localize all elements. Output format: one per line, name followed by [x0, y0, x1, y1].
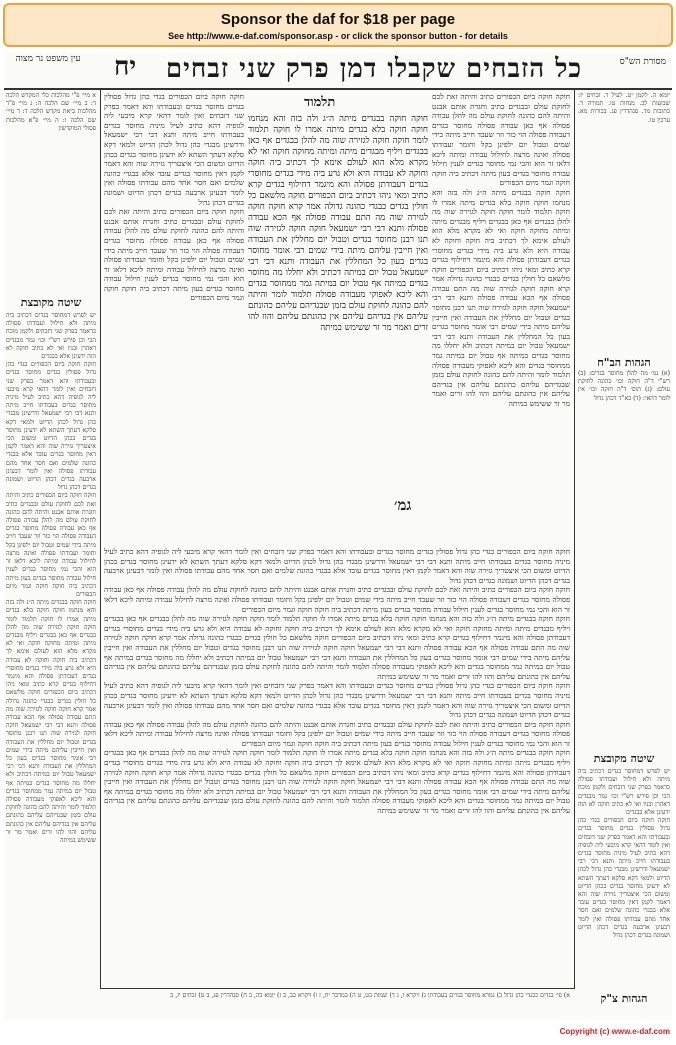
- shitah-left-text-cont2: חוקה חוקה ביום הכפורים כתיב והיתה זאת לכם לחוקת עולם ובבגדים כתיב וחגרת אותם אבנט והיתה להם כהונה לחוקת עולם מה להלן עבודה פסולה אף כאן עבודה פסולה מחוסר בגדים דעבודה פסולה הוי כזר וזר שעבד חייב מיתה בידי שמים וטבול יום ילפינן בקל וחומר ועבודתו פסולה ואינה מרצה לחילול עבודה ומיתה ליכא דלאו זר הוא והכי נמי מחוסר בגדים לענין חילול עבודה מחוסר בגדים בעון מיתה דכתיב ביה חוקה חוקה וגמר מיום הכפורים: [6, 492, 96, 598]
- copyright-link[interactable]: Copyright (c) www.e-daf.com: [559, 1027, 670, 1036]
- top-rule: [4, 88, 672, 90]
- bottom-notes: [104, 992, 570, 1018]
- gemara-column: [248, 114, 428, 544]
- right-divider: [574, 88, 575, 988]
- hagahot-column: [578, 370, 670, 550]
- hagahot-title: הגהות הב"ח: [597, 356, 651, 369]
- shitah-right-column: [578, 768, 670, 978]
- shitah-left-text-cont: חוקה חוקה ביום הכפורים בגדי כהן גדול פסולין בגדים מחוסר בגדים ובעבודתו והא דאמר בפרק שני דזבחים ואין לומר דהאי קרא מיבעי ליה לגופיה דהא כתיב לעיל מיניה מחוסר בגדים בעבודתו חייב מיתה ותנא דבי רבי ישמעאל ודרשינן מבגדי כהן גדול לכהן הדיוט ולמאי דקא סלקא דעתך השתא לא ידעינן מחוסר בגדים בכהן הדיוט ומשום הכי איצטריך גזירה שוה והא דאמר לקמן דאין מחוסר בגדים עובד אלא בבגדי כהונה שלמים ואם חסר אחד מהם עבודתו פסולה ואין לומר דבעינן ארבעה בגדים דכהן הדיוט ושמונה בגדים דכהן גדול: [6, 361, 96, 492]
- lower-text-1: חוקה חוקה ביום הכפורים בגדי כהן גדול פסולין בגדים מחוסר בגדים ובעבודתו והא דאמר בפרק שני דזבחים ואין לומר דהאי קרא מיבעי ליה לגופיה דהא כתיב לעיל מיניה מחוסר בגדים בעבודתו חייב מיתה ותנא דבי רבי ישמעאל ודרשינן מבגדי כהן גדול לכהן הדיוט ולמאי דקא סלקא דעתך השתא לא ידעינן מחוסר בגדים בכהן הדיוט ומשום הכי איצטריך גזירה שוה והא דאמר לקמן דאין מחוסר בגדים עובד אלא בבגדי כהונה שלמים ואם חסר אחד מהם עבודתו פסולה ואין לומר דבעינן ארבעה בגדים דכהן הדיוט ושמונה בגדים דכהן גדול: [104, 547, 570, 585]
- gemara-text: חוקה חוקה בבגדים מיתה ה״ג ולה בזה והא מנחמו חוקה חוקה בלא בגדים מיתה אמרו לו חוקה תלמוד לומר חוקה חוקה לגזירה שוה מה להלן בבגדים אף כאן בבגדים ויליף מבגדים מיתה ומיתה מחוקה חוקה ואי לא מקרא מלא הוא לעולם אימא לך דכתיב ביה חוקה וחוקה לא עבודה היא ולא גרע ביה מידי בגדים מחוסרי בגדים דעבודתן פסולה והא מיגמר דחילוף בגדים קרא כתיב ומאי ניהו דכתיב ביום הכפורים חוקה מלשאם כל חולין בגדים כבגדי כהונה גדולה אמר קרא חוקה חוקה לגזירה שוה מה התם עבודה פסולה אף הכא עבודה פסולה ותנא דבי רבי ישמעאל חוקה חוקה לגזירה שוה תנו רבנן מחוסר בגדים וטבול יום מחללין את העבודה ואין חייבין עליהם מיתה בידי שמים רבי אומר מחוסר בגדים בעון כל המחללין את העבודה ותנא דבי רבי ישמעאל טבול יום במיתה דכתיב ולא יחללו מה מחוסר בגדים במיתה אף טבול יום במיתה גמר ממחוסר בגדים והא ליכא לאפוקי מעבודה פסולה תלמוד לומר והיתה להם כהונה לחוקת עולם בזמן שבגדיהם עליהם כהונתם עליהם אין בגדיהם עליהם אין כהונתם עליהם והוו להו זרים ואמר מר זר ששימש במיתה: [248, 114, 428, 333]
- masoret-column: [578, 92, 670, 352]
- ein-mishpat-header: עין משפט נר מצוה: [15, 54, 81, 64]
- gemara-marker: גמ׳: [394, 496, 412, 514]
- tosafot-column: [104, 92, 244, 542]
- sponsor-banner[interactable]: [3, 3, 673, 47]
- lower-text-2: חוקה חוקה ביום הכפורים כתיב והיתה זאת לכם לחוקת עולם ובבגדים כתיב וחגרת אותם אבנט והיתה להם כהונה לחוקת עולם מה להלן עבודה פסולה אף כאן עבודה פסולה מחוסר בגדים דעבודה פסולה הוי כזר וזר שעבד חייב מיתה בידי שמים וטבול יום ילפינן בקל וחומר ועבודתו פסולה ואינה מרצה לחילול עבודה ומיתה ליכא דלאו זר הוא והכי נמי מחוסר בגדים לענין חילול עבודה מחוסר בגדים בעון מיתה דכתיב ביה חוקה חוקה וגמר מיום הכפורים: [104, 585, 570, 614]
- rashi-text-cont: חוקה חוקה בבגדים מיתה ה״ג ולה בזה והא מנחמו חוקה חוקה בלא בגדים מיתה אמרו לו חוקה תלמוד לומר חוקה חוקה לגזירה שוה מה להלן בבגדים אף כאן בבגדים ויליף מבגדים מיתה ומיתה מחוקה חוקה ואי לא מקרא מלא הוא לעולם אימא לך דכתיב ביה חוקה וחוקה לא עבודה היא ולא גרע ביה מידי בגדים מחוסרי בגדים דעבודתן פסולה והא מיגמר דחילוף בגדים קרא כתיב ומאי ניהו דכתיב ביום הכפורים חוקה מלשאם כל חולין בגדים כבגדי כהונה גדולה אמר קרא חוקה חוקה לגזירה שוה מה התם עבודה פסולה אף הכא עבודה פסולה ותנא דבי רבי ישמעאל חוקה חוקה לגזירה שוה תנו רבנן מחוסר בגדים וטבול יום מחללין את העבודה ואין חייבין עליהם מיתה בידי שמים רבי אומר מחוסר בגדים בעון כל המחללין את העבודה ותנא דבי רבי ישמעאל טבול יום במיתה דכתיב ולא יחללו מה מחוסר בגדים במיתה אף טבול יום במיתה גמר ממחוסר בגדים והא ליכא לאפוקי מעבודה פסולה תלמוד לומר והיתה להם כהונה לחוקת עולם בזמן שבגדיהם עליהם כהונתם עליהם אין בגדיהם עליהם אין כהונתם עליהם והוו להו זרים ואמר מר זר ששימש במיתה: [432, 187, 570, 408]
- bottom-notes-text: א) פי׳ בגדים כבגדי כהן גדול ב) גמרא מחוסר בגדים בעבודתו ג) ויקרא ו, ג ד) שמות כט, ט ה) במדבר יח, ז ו) ויקרא כב, ב ז) יומא כה, ב ח) סנהדרין פג, ב ט) זבחים יז, ב: [170, 992, 570, 999]
- lower-text-3: חוקה חוקה בבגדים מיתה ה״ג ולה בזה והא מנחמו חוקה חוקה בלא בגדים מיתה אמרו לו חוקה תלמוד לומר חוקה חוקה לגזירה שוה מה להלן בבגדים אף כאן בבגדים ויליף מבגדים מיתה ומיתה מחוקה חוקה ואי לא מקרא מלא הוא לעולם אימא לך דכתיב ביה חוקה וחוקה לא עבודה היא ולא גרע ביה מידי בגדים מחוסרי בגדים דעבודתן פסולה והא מיגמר דחילוף בגדים קרא כתיב ומאי ניהו דכתיב ביום הכפורים חוקה מלשאם כל חולין בגדים כבגדי כהונה גדולה אמר קרא חוקה חוקה לגזירה שוה מה התם עבודה פסולה אף הכא עבודה פסולה ותנא דבי רבי ישמעאל חוקה חוקה לגזירה שוה תנו רבנן מחוסר בגדים וטבול יום מחללין את העבודה ואין חייבין עליהם מיתה בידי שמים רבי אומר מחוסר בגדים בעון כל המחללין את העבודה ותנא דבי רבי ישמעאל טבול יום במיתה דכתיב ולא יחללו מה מחוסר בגדים במיתה אף טבול יום במיתה גמר ממחוסר בגדים והא ליכא לאפוקי מעבודה פסולה תלמוד לומר והיתה להם כהונה לחוקת עולם בזמן שבגדיהם עליהם כהונתם עליהם אין בגדיהם עליהם אין כהונתם עליהם והוו להו זרים ואמר מר זר ששימש במיתה: [104, 614, 570, 681]
- shitah-left-text: יש לפרש דמחוסר בגדים דכתיב ביה מיתה ולא חילול ועבודתו פסולה כדאמר בפרק שני דזבחים ולקמן מוכח הכי וכן פירש רש"י וכו׳ גמר מבגדים דאהרן ובניו ואי לא כתיב חוקה לא הוה ידעינן אלא בבגדים: [6, 312, 96, 361]
- ein-mishpat-column: [6, 92, 96, 292]
- tosafot-text: חוקה חוקה ביום הכפורים בגדי כהן גדול פסולין בגדים מחוסר בגדים ובעבודתו והא דאמר בפרק שני דזבחים ואין לומר דהאי קרא מיבעי ליה לגופיה דהא כתיב לעיל מיניה מחוסר בגדים בעבודתו חייב מיתה ותנא דבי רבי ישמעאל ודרשינן מבגדי כהן גדול לכהן הדיוט ולמאי דקא סלקא דעתך השתא לא ידעינן מחוסר בגדים בכהן הדיוט ומשום הכי איצטריך גזירה שוה והא דאמר לקמן דאין מחוסר בגדים עובד אלא בבגדי כהונה שלמים ואם חסר אחד מהם עבודתו פסולה ואין לומר דבעינן ארבעה בגדים דכהן הדיוט ושמונה בגדים דכהן גדול: [104, 92, 244, 207]
- hagahot-text: (א) גמ׳ מה להלן מחוסר בגדים: (ב) רש"י ד"ה חוקה וכו׳ כהונה לחוקת עולם: (ג) תוס׳ ד"ה חוקה וכו׳ אין לומר דהאי: (ד) בא"ד דכהן גדול: [578, 370, 670, 402]
- lower-text-4: חוקה חוקה ביום הכפורים בגדי כהן גדול פסולין בגדים מחוסר בגדים ובעבודתו והא דאמר בפרק שני דזבחים ואין לומר דהאי קרא מיבעי ליה לגופיה דהא כתיב לעיל מיניה מחוסר בגדים בעבודתו חייב מיתה ותנא דבי רבי ישמעאל ודרשינן מבגדי כהן גדול לכהן הדיוט ולמאי דקא סלקא דעתך השתא לא ידעינן מחוסר בגדים בכהן הדיוט ומשום הכי איצטריך גזירה שוה והא דאמר לקמן דאין מחוסר בגדים עובד אלא בבגדי כהונה שלמים ואם חסר אחד מהם עבודתו פסולה ואין לומר דבעינן ארבעה בגדים דכהן הדיוט ושמונה בגדים דכהן גדול: [104, 681, 570, 720]
- sponsor-title[interactable]: Sponsor the daf for $18 per page: [220, 11, 456, 28]
- chapter-title: כל הזבחים שקבלו דמן פרק שני זבחים: [165, 54, 583, 84]
- masoret-header: מסורת הש"ס: [619, 57, 666, 67]
- shitah-left-column: [6, 312, 96, 1045]
- lower-text-6: חוקה חוקה בבגדים מיתה ה״ג ולה בזה והא מנחמו חוקה חוקה בלא בגדים מיתה אמרו לו חוקה תלמוד לומר חוקה חוקה לגזירה שוה מה להלן בבגדים אף כאן בבגדים ויליף מבגדים מיתה ומיתה מחוקה חוקה ואי לא מקרא מלא הוא לעולם אימא לך דכתיב ביה חוקה וחוקה לא עבודה היא ולא גרע ביה מידי בגדים מחוסרי בגדים דעבודתן פסולה והא מיגמר דחילוף בגדים קרא כתיב ומאי ניהו דכתיב ביום הכפורים חוקה מלשאם כל חולין בגדים כבגדי כהונה גדולה אמר קרא חוקה חוקה לגזירה שוה מה התם עבודה פסולה אף הכא עבודה פסולה ותנא דבי רבי ישמעאל חוקה חוקה לגזירה שוה תנו רבנן מחוסר בגדים וטבול יום מחללין את העבודה ואין חייבין עליהם מיתה בידי שמים רבי אומר מחוסר בגדים בעון כל המחללין את העבודה ותנא דבי רבי ישמעאל טבול יום במיתה דכתיב ולא יחללו מה מחוסר בגדים במיתה אף טבול יום במיתה גמר ממחוסר בגדים והא ליכא לאפוקי מעבודה פסולה תלמוד לומר והיתה להם כהונה לחוקת עולם בזמן שבגדיהם עליהם כהונתם עליהם אין בגדיהם עליהם אין כהונתם עליהם והוו להו זרים ואמר מר זר ששימש במיתה: [104, 748, 570, 816]
- sponsor-subtitle[interactable]: See http://www.e-daf.com/sponsor.asp - or click the sponsor button - for details: [168, 31, 508, 41]
- shitah-right-text-cont: חוקה חוקה ביום הכפורים בגדי כהן גדול פסולין בגדים מחוסר בגדים ובעבודתו והא דאמר בפרק שני דזבחים ואין לומר דהאי קרא מיבעי ליה לגופיה דהא כתיב לעיל מיניה מחוסר בגדים בעבודתו חייב מיתה ותנא דבי רבי ישמעאל ודרשינן מבגדי כהן גדול לכהן הדיוט ולמאי דקא סלקא דעתך השתא לא ידעינן מחוסר בגדים בכהן הדיוט ומשום הכי איצטריך גזירה שוה והא דאמר לקמן דאין מחוסר בגדים עובד אלא בבגדי כהונה שלמים ואם חסר אחד מהם עבודתו פסולה ואין לומר דבעינן ארבעה בגדים דכהן הדיוט ושמונה בגדים דכהן גדול: [578, 817, 670, 940]
- ein-mishpat-text: א מיי׳ פ"י מהלכות כלי המקדש הלכה ד: ב מיי׳ שם הלכה ה: ג מיי׳ פ"ד מהלכות ביאת מקדש הלכה ד: ד מיי׳ שם הלכה ו: ה מיי׳ פ"א מהלכות פסולי המוקדשין: [6, 92, 96, 132]
- masoret-text: יומא ה. לקמן יט. לעיל ד. זבחים יז: שבועות לב. מנחות טו. תמורה ד. כתובות מד. סנהדרין פג. בכורות מא. ערכין טו.: [578, 92, 670, 124]
- lower-text-5: חוקה חוקה ביום הכפורים כתיב והיתה זאת לכם לחוקת עולם ובבגדים כתיב וחגרת אותם אבנט והיתה להם כהונה לחוקת עולם מה להלן עבודה פסולה אף כאן עבודה פסולה מחוסר בגדים דעבודה פסולה הוי כזר וזר שעבד חייב מיתה בידי שמים וטבול יום ילפינן בקל וחומר ועבודתו פסולה ואינה מרצה לחילול עבודה ומיתה ליכא דלאו זר הוא והכי נמי מחוסר בגדים לענין חילול עבודה מחוסר בגדים בעון מיתה דכתיב ביה חוקה חוקה וגמר מיום הכפורים: [104, 719, 570, 748]
- talmud-label: תלמוד: [304, 95, 336, 110]
- bottom-rule: [100, 988, 575, 989]
- left-divider: [100, 88, 101, 988]
- tosafot-text-cont: חוקה חוקה ביום הכפורים כתיב והיתה זאת לכם לחוקת עולם ובבגדים כתיב וחגרת אותם אבנט והיתה להם כהונה לחוקת עולם מה להלן עבודה פסולה אף כאן עבודה פסולה מחוסר בגדים דעבודה פסולה הוי כזר וזר שעבד חייב מיתה בידי שמים וטבול יום ילפינן בקל וחומר ועבודתו פסולה ואינה מרצה לחילול עבודה ומיתה ליכא דלאו זר הוא והכי נמי מחוסר בגדים לענין חילול עבודה מחוסר בגדים בעון מיתה דכתיב ביה חוקה חוקה וגמר מיום הכפורים: [104, 207, 244, 303]
- rashi-text: חוקה חוקה ביום הכפורים כתיב והיתה זאת לכם לחוקת עולם ובבגדים כתיב וחגרת אותם אבנט והיתה להם כהונה לחוקת עולם מה להלן עבודה פסולה אף כאן עבודה פסולה מחוסר בגדים דעבודה פסולה הוי כזר וזר שעבד חייב מיתה בידי שמים וטבול יום ילפינן בקל וחומר ועבודתו פסולה ואינה מרצה לחילול עבודה ומיתה ליכא דלאו זר הוא והכי נמי מחוסר בגדים לענין חילול עבודה מחוסר בגדים בעון מיתה דכתיב ביה חוקה חוקה וגמר מיום הכפורים: [432, 92, 570, 188]
- daf-number: יח: [114, 52, 137, 82]
- shitah-left-text-cont3: חוקה חוקה בבגדים מיתה ה״ג ולה בזה והא מנחמו חוקה חוקה בלא בגדים מיתה אמרו לו חוקה תלמוד לומר חוקה חוקה לגזירה שוה מה להלן בבגדים אף כאן בבגדים ויליף מבגדים מיתה ומיתה מחוקה חוקה ואי לא מקרא מלא הוא לעולם אימא לך דכתיב ביה חוקה וחוקה לא עבודה היא ולא גרע ביה מידי בגדים מחוסרי בגדים דעבודתן פסולה והא מיגמר דחילוף בגדים קרא כתיב ומאי ניהו דכתיב ביום הכפורים חוקה מלשאם כל חולין בגדים כבגדי כהונה גדולה אמר קרא חוקה חוקה לגזירה שוה מה התם עבודה פסולה אף הכא עבודה פסולה ותנא דבי רבי ישמעאל חוקה חוקה לגזירה שוה תנו רבנן מחוסר בגדים וטבול יום מחללין את העבודה ואין חייבין עליהם מיתה בידי שמים רבי אומר מחוסר בגדים בעון כל המחללין את העבודה ותנא דבי רבי ישמעאל טבול יום במיתה דכתיב ולא יחללו מה מחוסר בגדים במיתה אף טבול יום במיתה גמר ממחוסר בגדים והא ליכא לאפוקי מעבודה פסולה תלמוד לומר והיתה להם כהונה לחוקת עולם בזמן שבגדיהם עליהם כהונתם עליהם אין בגדיהם עליהם אין כהונתם עליהם והוו להו זרים ואמר מר זר ששימש במיתה: [6, 599, 96, 844]
- shitah-right-title: שיטה מקובצת: [593, 752, 655, 765]
- shitah-right-text: יש לפרש דמחוסר בגדים דכתיב ביה מיתה ולא חילול ועבודתו פסולה כדאמר בפרק שני דזבחים ולקמן מוכח הכי וכן פירש רש"י וכו׳ גמר מבגדים דאהרן ובניו ואי לא כתיב חוקה לא הוה ידעינן אלא בבגדים: [578, 768, 670, 817]
- rashi-column: [432, 92, 570, 542]
- hagahot-bottom-title: הגהות צ"ק: [600, 992, 648, 1005]
- page-header: [4, 52, 672, 88]
- lower-commentary: [104, 547, 570, 983]
- talmud-page: [4, 52, 672, 1020]
- shitah-left-title: שיטה מקובצת: [20, 296, 82, 309]
